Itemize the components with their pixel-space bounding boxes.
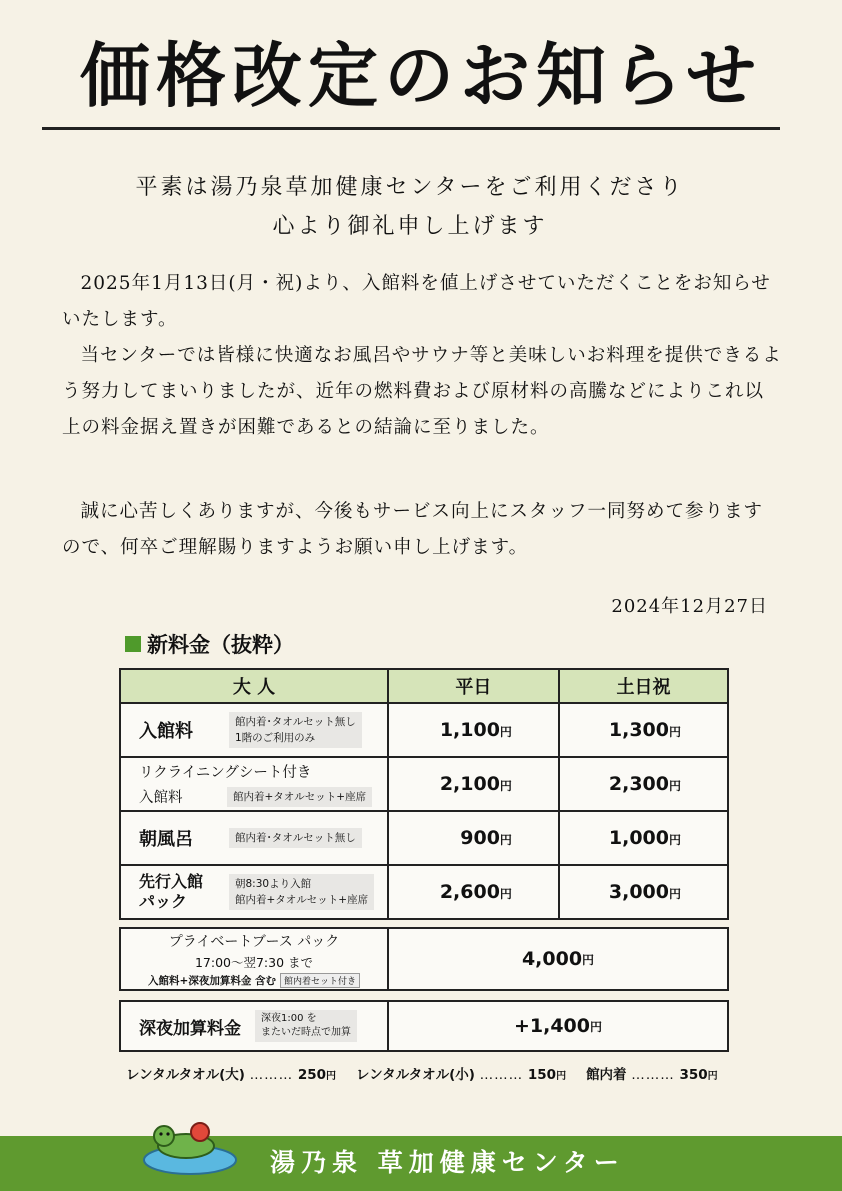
late-night-note-line: 深夜1:00 を	[261, 1013, 317, 1024]
table-row	[120, 703, 728, 757]
header-adult: 大 人	[120, 669, 388, 703]
private-booth-time: 17:00～翌7:30 まで	[194, 954, 314, 970]
yen-unit: 円	[668, 833, 681, 847]
footer-facility-name: 湯乃泉 草加健康センター	[270, 1148, 625, 1177]
private-booth-name: プライベートブース パック	[168, 933, 340, 950]
mascot-kappa-icon	[140, 1112, 240, 1176]
yen-unit: 円	[582, 952, 595, 967]
rental-item	[356, 1063, 566, 1083]
holiday-price	[559, 703, 728, 757]
notice-paragraph-1	[62, 266, 782, 338]
late-night-price	[389, 1002, 727, 1050]
table-row	[120, 865, 728, 919]
price-value: 2,600	[439, 881, 500, 903]
private-booth-box	[119, 927, 729, 991]
late-night-note	[255, 1010, 357, 1042]
notice-text-1: 2025年1月13日(月・祝)より、入館料を値上げさせていただくことをお知らせいたします。	[62, 273, 771, 330]
table-row	[120, 811, 728, 865]
row-note: 館内着+タオルセット+座席	[227, 787, 372, 807]
section-title	[125, 629, 294, 659]
row-note	[229, 874, 374, 910]
price-value: 4,000	[521, 948, 583, 970]
weekday-price	[388, 865, 559, 919]
price-value: 1,300	[608, 719, 669, 741]
notice-paragraph-3	[62, 494, 782, 566]
rental-item	[586, 1063, 718, 1083]
page-title: 価格改定のお知らせ	[80, 34, 762, 117]
row-name: リクライニングシート付き	[139, 765, 312, 781]
holiday-price	[559, 757, 728, 811]
yen-unit: 円	[499, 887, 512, 901]
green-square-icon	[125, 636, 141, 652]
row-name-line: 先行入館	[139, 872, 204, 891]
table-row	[120, 757, 728, 811]
yen-unit: 円	[499, 779, 512, 793]
greeting-line-2: 心より御礼申し上げます	[272, 214, 548, 239]
rental-list	[126, 1063, 718, 1083]
price-value: 2,100	[439, 773, 500, 795]
price-value: +1,400	[513, 1015, 590, 1037]
header-holiday: 土日祝	[559, 669, 728, 703]
row-name-line: パック	[139, 892, 188, 911]
title-divider	[42, 127, 780, 130]
late-night-note-line: またいだ時点で加算	[261, 1027, 351, 1038]
yen-unit: 円	[499, 725, 512, 739]
rental-price: 150	[527, 1067, 557, 1083]
rental-name: 館内着	[586, 1067, 627, 1083]
price-value: 1,000	[608, 827, 669, 849]
late-night-box	[119, 1000, 729, 1052]
yen-unit: 円	[499, 833, 512, 847]
late-night-name: 深夜加算料金	[139, 1018, 241, 1039]
yen-unit: 円	[668, 779, 681, 793]
row-note-line: 館内着･タオルセット無し	[235, 716, 356, 728]
section-title-text: 新料金（抜粋）	[147, 633, 294, 657]
price-value: 3,000	[608, 881, 669, 903]
rental-price: 250	[297, 1067, 327, 1083]
rental-dots: ………	[631, 1067, 675, 1083]
rental-item	[126, 1063, 336, 1083]
greeting-line-1: 平素は湯乃泉草加健康センターをご利用くださり	[135, 175, 685, 200]
notice-text-3: 誠に心苦しくありますが、今後もサービス向上にスタッフ一同努めて参りますので、何卒ご理解賜りますようお願い申し上げます。	[62, 501, 764, 558]
row-name: 朝風呂	[139, 829, 193, 850]
price-value: 2,300	[608, 773, 669, 795]
price-table	[119, 668, 729, 920]
weekday-price	[388, 811, 559, 865]
yen-unit: 円	[668, 725, 681, 739]
yen-unit: 円	[590, 1019, 603, 1034]
yen-unit: 円	[707, 1071, 718, 1082]
row-name	[139, 872, 221, 912]
row-note-line: 1階のご利用のみ	[235, 732, 316, 744]
rental-dots: ………	[249, 1067, 294, 1083]
notice-text-2: 当センターでは皆様に快適なお風呂やサウナ等と美味しいお料理を提供できるよう努力してまいりましたが、近年の燃料費および原材料の高騰などによりこれ以上の料金据え置きが困難であるとの結論に至りました。	[62, 345, 782, 438]
private-booth-tag: 館内着セット付き	[280, 973, 360, 988]
rental-price: 350	[679, 1067, 708, 1083]
notice-paragraph-2	[62, 338, 782, 446]
private-booth-price	[389, 929, 727, 989]
rental-dots: ………	[479, 1067, 524, 1083]
price-table-header	[120, 669, 728, 703]
private-booth-includes: 入館料+深夜加算料金 含む	[148, 974, 276, 987]
holiday-price	[559, 811, 728, 865]
rental-name: レンタルタオル(大)	[126, 1067, 245, 1083]
price-value: 900	[460, 827, 500, 849]
holiday-price	[559, 865, 728, 919]
yen-unit: 円	[668, 887, 681, 901]
price-value: 1,100	[439, 719, 500, 741]
header-weekday: 平日	[388, 669, 559, 703]
rental-name: レンタルタオル(小)	[356, 1067, 475, 1083]
row-note-line: 朝8:30より入館	[235, 878, 312, 890]
row-note: 館内着･タオルセット無し	[229, 828, 362, 848]
weekday-price	[388, 757, 559, 811]
row-name-2: 入館料	[139, 790, 183, 806]
weekday-price	[388, 703, 559, 757]
row-name: 入館料	[139, 721, 193, 742]
row-note-line: 館内着+タオルセット+座席	[235, 894, 369, 906]
notice-date: 2024年12月27日	[611, 596, 768, 617]
yen-unit: 円	[556, 1071, 567, 1082]
row-note	[229, 712, 362, 748]
yen-unit: 円	[326, 1071, 337, 1082]
